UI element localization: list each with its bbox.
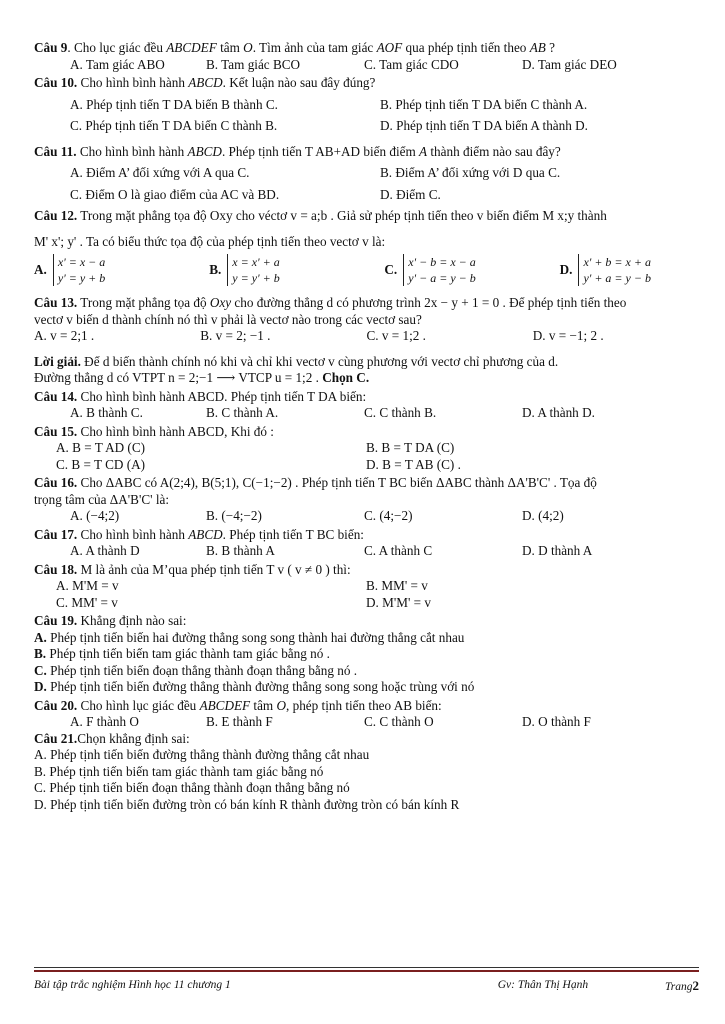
answer-option: A. v = 2;1 . — [34, 328, 95, 344]
answer-option: C. A thành C — [364, 543, 433, 559]
answer-options-row — [34, 57, 699, 74]
text-run: Câu 14. — [34, 388, 78, 404]
answer-option — [560, 254, 699, 286]
equation: x = x' + a — [232, 255, 280, 269]
text-run: . Cho lục giác đều — [67, 40, 167, 55]
answer-option: D. Phép tịnh tiến T DA biến A thành D. — [380, 118, 588, 133]
answer-option: D. Điểm C. — [380, 186, 441, 202]
answer-options-row — [34, 543, 699, 560]
text-run: C. Phép tịnh tiến biến đoạn thẳng thành đoạn thẳng bằng nó — [34, 780, 350, 796]
text-run: cho đường thẳng d có phương trình 2x − y + 1 = 0 . Để phép tịnh tiến theo — [231, 295, 627, 311]
answer-option: B. Phép tịnh tiến T DA biến C thành A. — [380, 96, 588, 112]
text-line — [34, 527, 699, 544]
equation: x' − b = x − a — [408, 255, 476, 269]
text-run: Khẳng định nào sai: — [77, 613, 187, 629]
text-run: Cho hình bình hành — [77, 75, 189, 90]
answer-options-system — [34, 254, 699, 286]
text-run: Phép tịnh tiến biến tam giác thành tam giác bằng nó . — [46, 646, 330, 662]
text-line — [34, 663, 699, 680]
text-run: tâm — [216, 40, 244, 55]
text-run: Câu 11. — [34, 143, 77, 159]
text-line — [34, 354, 699, 371]
answer-option: C. C thành B. — [364, 405, 437, 421]
text-run: O — [276, 697, 287, 713]
text-run: Phép tịnh tiến biến đường thẳng thành đường thẳng song song hoặc trùng với nó — [46, 679, 475, 695]
text-run: . Tìm ảnh của tam giác — [252, 40, 377, 55]
option-letter: D. — [559, 261, 573, 277]
text-line — [34, 492, 699, 509]
text-run: M' x'; y' . Ta có biểu thức tọa độ của phép tịnh tiến theo vectơ v là: — [34, 233, 386, 249]
text-run: Để d biến thành chính nó khi và chỉ khi vectơ v cùng phương với vectơ chỉ phương của d. — [80, 353, 559, 369]
text-run: vectơ v biến d thành chính nó thì v phải là vectơ nào trong các vectơ sau? — [34, 311, 422, 327]
equation: y = y' + b — [232, 271, 280, 286]
answer-option: C. v = 1;2 . — [366, 328, 426, 344]
answer-option: A. Điểm A’ đối xứng với A qua C. — [70, 165, 250, 180]
answer-options-row — [34, 508, 699, 525]
text-line — [34, 475, 699, 492]
text-line — [34, 389, 699, 406]
text-run: ABCD — [187, 143, 222, 159]
text-run: A. Phép tịnh tiến biến đường thẳng thành đường thẳng cắt nhau — [34, 747, 370, 763]
text-run: B. Phép tịnh tiến biến tam giác thành tam giác bằng nó — [34, 763, 324, 779]
equation: y' + a = y − b — [583, 271, 651, 286]
page-footer — [34, 978, 699, 994]
text-run: ? — [545, 40, 555, 55]
text-run: Chọn khẳng định sai: — [77, 730, 190, 746]
text-run: Cho hình bình hành — [76, 143, 188, 159]
answer-option: B. (−4;−2) — [206, 508, 262, 524]
text-line — [34, 75, 699, 92]
answer-options-row — [34, 328, 699, 345]
answer-option: C. (4;−2) — [364, 508, 413, 524]
equation: x' = x − a — [57, 255, 106, 269]
answer-option: C. Tam giác CDO — [364, 56, 459, 72]
text-run: trọng tâm của ΔA'B'C' là: — [34, 491, 170, 507]
text-run: A — [419, 143, 428, 159]
answer-option — [209, 254, 384, 286]
text-run: Câu 18. — [34, 561, 78, 577]
text-line — [34, 698, 699, 715]
answer-option: D. v = −1; 2 . — [532, 328, 604, 344]
answer-options-row — [34, 714, 699, 731]
answer-option: D. B = T AB (C) . — [366, 456, 461, 472]
text-line — [34, 312, 699, 329]
equation-system — [227, 254, 279, 286]
answer-option: C. B = T CD (A) — [56, 456, 146, 472]
footer-course: Bài tập trắc nghiệm Hình học 11 chương 1 — [34, 979, 231, 991]
answer-options-row — [34, 405, 699, 422]
text-run: Câu 12. — [34, 208, 78, 223]
text-line — [34, 797, 699, 814]
option-letter: B. — [209, 261, 222, 277]
answer-option: A. (−4;2) — [70, 508, 120, 524]
equation: y' = y + b — [57, 271, 106, 286]
text-line — [34, 630, 699, 647]
text-line — [34, 40, 699, 57]
text-run: . Phép tịnh tiến T BC biến: — [222, 526, 364, 542]
answer-options-row — [34, 97, 699, 114]
answer-option: B. E thành F — [206, 714, 273, 730]
text-run: Cho ΔABC có A(2;4), B(5;1), C(−1;−2) . Phép tịnh tiến T BC biến ΔABC thành ΔA'B'C' . Tọa độ — [77, 475, 597, 491]
text-line — [34, 562, 699, 579]
text-run: ABCDEF — [199, 697, 251, 713]
text-line — [34, 613, 699, 630]
text-line — [34, 234, 699, 251]
answer-option: B. C thành A. — [206, 405, 279, 421]
text-run: Câu 19. — [34, 613, 78, 629]
text-run: Câu 16. — [34, 475, 78, 491]
text-run: C. — [34, 662, 47, 678]
answer-options-row — [34, 165, 699, 182]
answer-option: D. D thành A — [522, 543, 593, 559]
answer-option — [34, 254, 209, 286]
footer-divider-accent — [34, 970, 699, 972]
answer-option: B. B thành A — [206, 543, 275, 559]
answer-options-row — [34, 118, 699, 135]
text-run: Câu 13. — [34, 295, 78, 311]
answer-options-row — [34, 187, 699, 204]
text-line — [34, 208, 699, 225]
text-run: Cho hình bình hành ABCD. Phép tịnh tiến T DA biến: — [77, 388, 367, 404]
answer-option: A. Phép tịnh tiến T DA biến B thành C. — [70, 96, 278, 112]
text-run: . Kết luận nào sau đây đúng? — [222, 75, 376, 90]
answer-options-row — [34, 595, 699, 612]
option-letter: C. — [384, 261, 398, 277]
text-line — [34, 646, 699, 663]
text-run: D. — [34, 679, 47, 695]
answer-option: D. Tam giác DEO — [522, 56, 617, 72]
text-run: Cho hình lục giác đều — [77, 697, 200, 713]
footer-page: Trang2 — [665, 978, 699, 993]
answer-options-row — [34, 578, 699, 595]
answer-option: A. F thành O — [70, 714, 139, 730]
footer-teacher: Gv: Thân Thị Hạnh — [497, 979, 589, 991]
answer-option: C. Điểm O là giao điểm của AC và BD. — [70, 186, 280, 202]
answer-option: B. Điểm A’ đối xứng với D qua C. — [380, 165, 561, 180]
text-run: B. — [34, 646, 47, 662]
text-run: Câu 20. — [34, 697, 78, 713]
text-run: Lời giải. — [34, 353, 81, 369]
text-run: Cho hình bình hành — [77, 526, 189, 542]
answer-option: C. Phép tịnh tiến T DA biến C thành B. — [70, 118, 278, 133]
answer-option: B. v = 2; −1 . — [200, 328, 271, 344]
answer-option: B. MM' = v — [366, 578, 428, 594]
answer-option: A. Tam giác ABO — [70, 56, 165, 72]
text-run: tâm — [250, 697, 277, 713]
text-run: Phép tịnh tiến biến hai đường thẳng song song thành hai đường thẳng cắt nhau — [46, 629, 465, 645]
text-run: Câu 9 — [34, 40, 68, 55]
question-list — [34, 40, 699, 813]
text-line — [34, 747, 699, 764]
text-line — [34, 370, 699, 387]
text-run: Đường thẳng d có VTPT n = 2;−1 ⟶ VTCP u = 1;2 . — [34, 370, 323, 386]
answer-option: D. M'M' = v — [366, 594, 431, 610]
answer-option: B. Tam giác BCO — [206, 56, 301, 72]
text-line — [34, 780, 699, 797]
text-run: M là ảnh của M’qua phép tịnh tiến T v ( v ≠ 0 ) thì: — [77, 561, 351, 577]
text-run: O — [243, 40, 253, 55]
text-run: A. — [34, 629, 47, 645]
text-line — [34, 731, 699, 748]
text-run: , phép tịnh tiến theo AB biến: — [286, 697, 442, 713]
text-run: Câu 10. — [34, 75, 78, 90]
text-run: Phép tịnh tiến biến đoạn thẳng thành đoạn thẳng bằng nó . — [46, 662, 358, 678]
option-letter: A. — [34, 261, 47, 277]
answer-option: D. (4;2) — [522, 508, 564, 524]
text-run: ABCD — [188, 526, 223, 542]
answer-option: A. B = T AD (C) — [56, 440, 146, 456]
text-run: Câu 15. — [34, 423, 78, 439]
answer-option: B. B = T DA (C) — [366, 440, 455, 456]
answer-option: A. M'M = v — [56, 578, 119, 594]
footer-divider — [34, 967, 699, 968]
equation-system — [403, 254, 476, 286]
equation: y' − a = y − b — [408, 271, 476, 286]
equation: x' + b = x + a — [583, 255, 651, 269]
text-run: Trong mặt phẳng tọa độ — [77, 295, 210, 311]
answer-option: A. B thành C. — [70, 405, 143, 421]
text-run: Cho hình bình hành ABCD, Khi đó : — [77, 423, 274, 439]
answer-option: D. O thành F — [522, 714, 591, 730]
text-run: Trong mặt phẳng tọa độ Oxy cho véctơ v = a;b . Giả sử phép tịnh tiến theo v biến điểm M x;y thành — [77, 208, 607, 223]
text-run: Câu 21. — [34, 730, 78, 746]
text-run: Chọn C. — [322, 370, 370, 386]
answer-option — [384, 254, 559, 286]
text-run: D. Phép tịnh tiến biến đường tròn có bán kính R thành đường tròn có bán kính R — [34, 796, 460, 812]
text-run: . Phép tịnh tiến T AB+AD biến điểm — [221, 143, 420, 159]
equation-system — [53, 254, 105, 286]
text-line — [34, 764, 699, 781]
text-run: Câu 17. — [34, 526, 78, 542]
text-line — [34, 679, 699, 696]
answer-option: D. A thành D. — [522, 405, 595, 421]
text-line — [34, 144, 699, 161]
answer-option: C. C thành O — [364, 714, 434, 730]
answer-options-row — [34, 457, 699, 474]
text-run: AOF — [376, 40, 403, 55]
text-run: ABCD — [188, 75, 223, 90]
text-run: ABCDEF — [166, 40, 217, 55]
answer-option: A. A thành D — [70, 543, 140, 559]
text-run: thành điểm nào sau đây? — [427, 143, 561, 159]
text-run: qua phép tịnh tiến theo — [402, 40, 530, 55]
answer-options-row — [34, 440, 699, 457]
text-run: Oxy — [209, 295, 232, 311]
text-line — [34, 295, 699, 312]
equation-system — [578, 254, 651, 286]
text-line — [34, 424, 699, 441]
answer-option: C. MM' = v — [56, 594, 118, 610]
text-run: AB — [529, 40, 546, 55]
